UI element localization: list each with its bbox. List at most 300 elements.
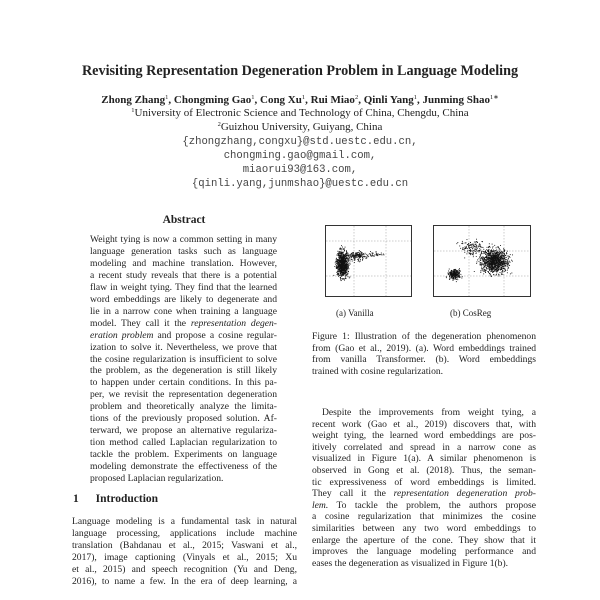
author-affiliation-mark: 2 (354, 94, 359, 101)
scatter-point (504, 255, 505, 256)
text-line: from vanilla Transformer. (b). Word embeddings (312, 354, 536, 365)
scatter-point (341, 257, 342, 258)
scatter-point (502, 270, 503, 271)
scatter-point (351, 259, 352, 260)
scatter-point (489, 269, 490, 270)
scatter-point (353, 252, 354, 253)
scatter-point (495, 264, 496, 265)
scatter-point (463, 247, 464, 248)
scatter-point (453, 277, 454, 278)
scatter-point (338, 271, 339, 272)
scatter-point (488, 255, 489, 256)
scatter-point (449, 279, 450, 280)
scatter-point (350, 256, 351, 257)
scatter-point (489, 260, 490, 261)
scatter-point (338, 268, 339, 269)
scatter-point (474, 271, 475, 272)
scatter-point (484, 262, 485, 263)
scatter-point (381, 253, 382, 254)
author-affiliation-mark: 1∗ (490, 94, 499, 101)
scatter-point (357, 257, 358, 258)
author-affiliation-mark: 1 (251, 94, 255, 101)
scatter-plot-cosreg (433, 225, 531, 297)
scatter-point (505, 259, 506, 260)
scatter-point (485, 264, 486, 265)
scatter-point (507, 270, 508, 271)
scatter-point (467, 250, 468, 251)
scatter-point (490, 265, 491, 266)
scatter-point (350, 264, 351, 265)
scatter-point (508, 258, 509, 259)
scatter-point (346, 261, 347, 262)
scatter-point (364, 254, 365, 255)
scatter-point (469, 252, 470, 253)
scatter-point (490, 268, 491, 269)
scatter-point (498, 255, 499, 256)
scatter-point (363, 254, 364, 255)
scatter-point (510, 262, 511, 263)
scatter-point (511, 273, 512, 274)
scatter-point (485, 271, 486, 272)
scatter-point (462, 241, 463, 242)
scatter-point (378, 253, 379, 254)
scatter-point (358, 260, 359, 261)
scatter-point (493, 259, 494, 260)
scatter-point (499, 251, 500, 252)
scatter-point (491, 256, 492, 257)
subcaption-b: (b) CosReg (450, 308, 492, 318)
scatter-point (340, 251, 341, 252)
scatter-point (486, 263, 487, 264)
scatter-point (490, 257, 491, 258)
scatter-point (357, 255, 358, 256)
scatter-point (507, 260, 508, 261)
scatter-point (359, 250, 360, 251)
scatter-point (485, 253, 486, 254)
scatter-point (345, 247, 346, 248)
scatter-point (336, 260, 337, 261)
scatter-point (453, 271, 454, 272)
scatter-point (462, 248, 463, 249)
scatter-point (494, 268, 495, 269)
scatter-point (457, 278, 458, 279)
scatter-point (494, 266, 495, 267)
scatter-point (337, 253, 338, 254)
scatter-point (478, 247, 479, 248)
scatter-point (348, 263, 349, 264)
scatter-point (481, 258, 482, 259)
scatter-point (351, 256, 352, 257)
scatter-point (505, 255, 506, 256)
scatter-point (483, 273, 484, 274)
scatter-point (492, 261, 493, 262)
scatter-point (473, 254, 474, 255)
scatter-point (344, 249, 345, 250)
scatter-point (456, 279, 457, 280)
scatter-point (454, 277, 455, 278)
scatter-point (480, 245, 481, 246)
scatter-point (348, 261, 349, 262)
text-line: similarities between any two word embeddings to (312, 523, 536, 534)
scatter-point (483, 251, 484, 252)
scatter-point (349, 257, 350, 258)
scatter-point (363, 256, 364, 257)
scatter-point (494, 251, 495, 252)
scatter-point (350, 254, 351, 255)
scatter-point (464, 250, 465, 251)
scatter-point (342, 254, 343, 255)
scatter-point (490, 263, 491, 264)
scatter-point (500, 249, 501, 250)
scatter-point (362, 252, 363, 253)
scatter-point (479, 250, 480, 251)
scatter-point (469, 245, 470, 246)
scatter-point (482, 263, 483, 264)
affiliation-mark: 2 (217, 121, 221, 128)
scatter-point (453, 271, 454, 272)
scatter-point (483, 256, 484, 257)
scatter-point (498, 269, 499, 270)
scatter-point (502, 263, 503, 264)
scatter-point (502, 264, 503, 265)
scatter-point (491, 266, 492, 267)
scatter-point (341, 264, 342, 265)
scatter-point (460, 274, 461, 275)
scatter-point (479, 248, 480, 249)
scatter-point (456, 271, 457, 272)
italic-text: representation degeneration prob- (393, 488, 536, 500)
scatter-point (485, 263, 486, 264)
scatter-point (341, 248, 342, 249)
text-line (90, 330, 277, 342)
scatter-point (487, 268, 488, 269)
scatter-point (489, 253, 490, 254)
scatter-point (499, 262, 500, 263)
scatter-point (460, 271, 461, 272)
scatter-point (497, 262, 498, 263)
text-line: language generation tasks such as language (90, 245, 277, 257)
scatter-point (503, 262, 504, 263)
text-line: translation (Bahdanau et al., 2015; Vaswani et al., (72, 540, 297, 551)
text-line: itively correlated and spread in a narrow cone as (312, 441, 536, 453)
scatter-point (505, 257, 506, 258)
scatter-point (346, 272, 347, 273)
scatter-point (343, 262, 344, 263)
scatter-point (339, 258, 340, 259)
scatter-point (344, 255, 345, 256)
scatter-point (352, 259, 353, 260)
scatter-point (470, 249, 471, 250)
scatter-point (346, 267, 347, 268)
text-line (312, 500, 536, 512)
scatter-point (342, 247, 343, 248)
scatter-point (346, 256, 347, 257)
scatter-point (503, 257, 504, 258)
scatter-point (463, 249, 464, 250)
scatter-point (362, 259, 363, 260)
scatter-point (505, 266, 506, 267)
scatter-point (484, 263, 485, 264)
scatter-point (485, 261, 486, 262)
scatter-point (458, 270, 459, 271)
text-line: terward, we propose an alternative regulariza- (90, 425, 277, 437)
scatter-point (453, 269, 454, 270)
scatter-point (453, 274, 454, 275)
scatter-point (371, 252, 372, 253)
scatter-point (451, 275, 452, 276)
scatter-point (497, 260, 498, 261)
scatter-point (497, 267, 498, 268)
scatter-point (489, 243, 490, 244)
scatter-point (480, 249, 481, 250)
scatter-point (345, 257, 346, 258)
scatter-point (481, 251, 482, 252)
scatter-point (446, 276, 447, 277)
scatter-point (488, 246, 489, 247)
scatter-point (359, 261, 360, 262)
scatter-point (450, 274, 451, 275)
scatter-point (342, 258, 343, 259)
scatter-point (492, 252, 493, 253)
scatter-point (512, 254, 513, 255)
scatter-point (447, 273, 448, 274)
scatter-point (487, 259, 488, 260)
scatter-point (339, 253, 340, 254)
text-line: a recent study reveals that there is a potential (90, 269, 277, 281)
scatter-point (493, 253, 494, 254)
scatter-point (449, 277, 450, 278)
scatter-point (498, 254, 499, 255)
section-heading (73, 493, 158, 505)
scatter-point (492, 257, 493, 258)
subcaption-a: (a) Vanilla (336, 308, 374, 318)
scatter-point (363, 253, 364, 254)
scatter-point (349, 277, 350, 278)
scatter-point (492, 270, 493, 271)
scatter-point (490, 275, 491, 276)
scatter-point (492, 266, 493, 267)
scatter-point (356, 253, 357, 254)
scatter-point (507, 263, 508, 264)
scatter-point (486, 249, 487, 250)
scatter-point (491, 276, 492, 277)
text-line: the cosine regularization is insufficient to solve (90, 353, 277, 365)
scatter-point (353, 257, 354, 258)
scatter-point (483, 253, 484, 254)
scatter-point (496, 262, 497, 263)
scatter-point (376, 251, 377, 252)
scatter-point (345, 271, 346, 272)
scatter-point (486, 260, 487, 261)
scatter-point (341, 249, 342, 250)
scatter-point (500, 269, 501, 270)
scatter-point (450, 272, 451, 273)
scatter-point (453, 275, 454, 276)
scatter-point (372, 253, 373, 254)
scatter-point (483, 259, 484, 260)
scatter-point (464, 252, 465, 253)
scatter-point (343, 260, 344, 261)
scatter-point (343, 254, 344, 255)
scatter-point (337, 267, 338, 268)
scatter-point (341, 256, 342, 257)
scatter-point (382, 254, 383, 255)
scatter-point (484, 261, 485, 262)
scatter-point (451, 270, 452, 271)
scatter-point (483, 249, 484, 250)
scatter-point (338, 270, 339, 271)
scatter-point (488, 268, 489, 269)
scatter-point (491, 262, 492, 263)
text-line: trained with cosine regularization. (312, 365, 444, 377)
scatter-point (470, 242, 471, 243)
scatter-point (502, 262, 503, 263)
text-line: 2017), image captioning (Vinyals et al., 2015; Xu (72, 552, 297, 563)
scatter-point (486, 252, 487, 253)
text-line: tions of the previously proposed solution. Af- (90, 413, 277, 425)
scatter-point (343, 265, 344, 266)
scatter-point (473, 252, 474, 253)
scatter-point (343, 278, 344, 279)
scatter-point (508, 267, 509, 268)
scatter-point (489, 257, 490, 258)
text-line: modeling demonstrate the effectiveness of the (90, 461, 277, 473)
scatter-point (342, 272, 343, 273)
scatter-point (347, 274, 348, 275)
scatter-point (454, 271, 455, 272)
paper-title: Revisiting Representation Degeneration Problem in Language Modeling (81, 63, 519, 79)
affiliation-text: Guizhou University, Guiyang, China (220, 121, 383, 133)
scatter-point (502, 273, 503, 274)
scatter-point (334, 266, 335, 267)
scatter-point (344, 268, 345, 269)
scatter-point (346, 278, 347, 279)
scatter-point (504, 250, 505, 251)
scatter-point (345, 274, 346, 275)
scatter-point (454, 271, 455, 272)
scatter-point (340, 255, 341, 256)
scatter-point (475, 251, 476, 252)
scatter-point (359, 257, 360, 258)
scatter-point (496, 250, 497, 251)
scatter-point (452, 274, 453, 275)
text-line: improves the language modeling performance and (312, 546, 536, 558)
scatter-point (485, 272, 486, 273)
scatter-point (470, 254, 471, 255)
scatter-point (483, 247, 484, 248)
scatter-point (479, 251, 480, 252)
scatter-point (480, 255, 481, 256)
scatter-point (457, 279, 458, 280)
scatter-point (484, 258, 485, 259)
scatter-point (351, 257, 352, 258)
scatter-point (498, 274, 499, 275)
scatter-point (497, 266, 498, 267)
affiliation-mark: 1 (131, 107, 135, 114)
scatter-point (505, 263, 506, 264)
scatter-point (489, 273, 490, 274)
scatter-point (336, 262, 337, 263)
text-line: flaw in weight tying. They find that the learned (90, 281, 277, 293)
text-line: Language modeling is a fundamental task in natural (72, 516, 297, 527)
text-line: proposed Laplacian regularization. (90, 473, 224, 484)
author-affiliation-mark: 1 (301, 94, 306, 101)
scatter-point (483, 271, 484, 272)
scatter-point (494, 256, 495, 257)
scatter-point (486, 255, 487, 256)
scatter-point (467, 248, 468, 249)
scatter-point (503, 258, 504, 259)
scatter-point (480, 246, 481, 247)
scatter-point (368, 256, 369, 257)
text-line: per, we revisit the representation degeneration (90, 389, 277, 401)
scatter-point (466, 247, 467, 248)
scatter-point (446, 277, 447, 278)
scatter-point (338, 273, 339, 274)
scatter-point (501, 255, 502, 256)
scatter-point (472, 244, 473, 245)
scatter-point (493, 269, 494, 270)
scatter-point (506, 253, 507, 254)
text-line: visualized in Figure 1(a). A similar phenomenon is (312, 453, 536, 465)
scatter-point (349, 263, 350, 264)
scatter-point (358, 254, 359, 255)
scatter-point (481, 247, 482, 248)
scatter-point (502, 252, 503, 253)
scatter-point (501, 264, 502, 265)
scatter-point (358, 261, 359, 262)
scatter-point (488, 272, 489, 273)
scatter-point (341, 271, 342, 272)
scatter-point (488, 257, 489, 258)
scatter-point (341, 251, 342, 252)
scatter-point (502, 254, 503, 255)
scatter-point (487, 247, 488, 248)
scatter-point (505, 261, 506, 262)
scatter-point (497, 270, 498, 271)
scatter-point (343, 274, 344, 275)
scatter-point (495, 269, 496, 270)
scatter-point (480, 264, 481, 265)
scatter-point (456, 281, 457, 282)
scatter-point (470, 250, 471, 251)
scatter-point (483, 268, 484, 269)
scatter-point (380, 254, 381, 255)
scatter-point (496, 272, 497, 273)
scatter-point (495, 253, 496, 254)
scatter-point (339, 262, 340, 263)
scatter-point (512, 261, 513, 262)
scatter-point (459, 276, 460, 277)
scatter-point (360, 257, 361, 258)
scatter-point (341, 272, 342, 273)
text-line: enlarge the aperture of the cone. They show that it (312, 534, 536, 546)
scatter-point (341, 280, 342, 281)
scatter-point (504, 268, 505, 269)
scatter-point (486, 267, 487, 268)
scatter-point (492, 258, 493, 259)
scatter-point (498, 258, 499, 259)
scatter-point (459, 268, 460, 269)
scatter-point (341, 273, 342, 274)
text-segment: and propose a cosine regular- (153, 329, 277, 341)
scatter-point (471, 245, 472, 246)
scatter-point (455, 269, 456, 270)
scatter-point (338, 257, 339, 258)
scatter-point (503, 251, 504, 252)
scatter-point (346, 275, 347, 276)
text-line (312, 488, 536, 500)
